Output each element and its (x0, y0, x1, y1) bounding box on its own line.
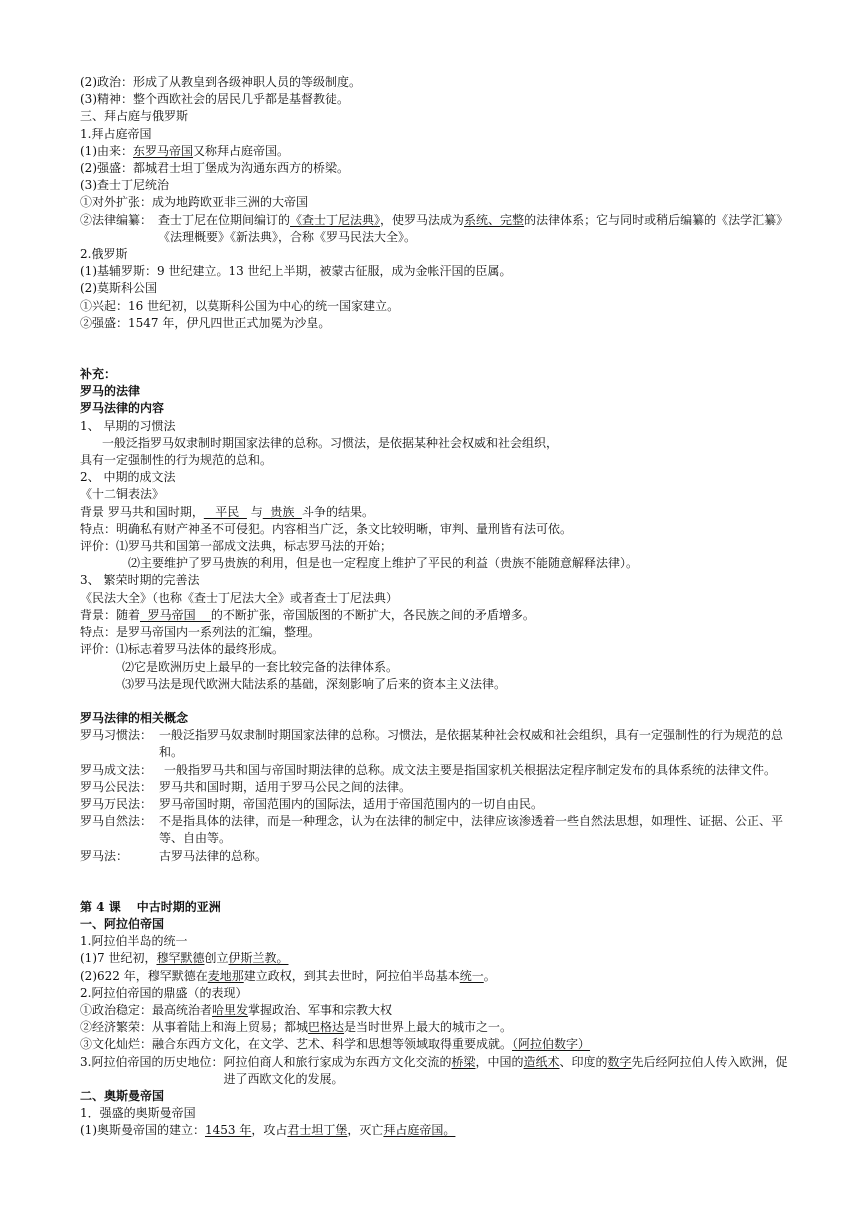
underlined-term: 哈里发 (212, 1002, 249, 1017)
section-heading: 一、阿拉伯帝国 (80, 916, 165, 931)
subsection-heading: 2.俄罗斯 (80, 247, 128, 262)
subsection-heading: 2.阿拉伯帝国的鼎盛（的表现） (80, 985, 248, 1000)
text-span: 与 (246, 504, 263, 519)
text-line (80, 212, 792, 246)
concept-entry (80, 727, 792, 761)
concept-text: 一般指罗马共和国与帝国时期法律的总称。成文法主要是指国家机关根据法定程序制定发布的具体系统的法律文件。 (164, 762, 777, 777)
text-line: (2)莫斯科公国 (80, 281, 157, 296)
concept-label: 罗马公民法： (80, 779, 153, 794)
text-line (80, 607, 792, 624)
underlined-term: 系统、完整 (464, 212, 525, 227)
text-line (80, 1122, 792, 1139)
underlined-term: 东罗马帝国 (133, 143, 194, 158)
text-span: ，使罗马法成为 (380, 212, 465, 227)
text-span: 的不断扩张，帝国版图的不断扩大，各民族之间的矛盾增多。 (210, 607, 535, 622)
text-line: 特点：是罗马帝国内一系列法的汇编，整理。 (80, 625, 321, 640)
text-span: 先后经阿拉伯人传入欧洲，促进了西欧文化的发展。 (223, 1054, 788, 1086)
text-span: 是当时世界上最大的城市之一。 (344, 1020, 513, 1035)
text-line (80, 950, 792, 967)
text-line (80, 143, 792, 160)
text-span: (2)622 年，穆罕默德在 (80, 968, 208, 983)
section-heading: 三、拜占庭与俄罗斯 (80, 109, 189, 124)
concept-text: 一般泛指罗马奴隶制时期国家法律的总称。习惯法，是依据某种社会权威和社会组织，具有一定强制性的行为规范的总和。 (159, 728, 784, 760)
concept-label: 罗马万民法： (80, 796, 153, 811)
text-span: 查士丁尼在位期间编订的 (158, 212, 291, 227)
section-heading: 罗马的法律 (80, 384, 141, 399)
underlined-term: 穆罕默德 (156, 951, 205, 966)
text-line: ⑶罗马法是现代欧洲大陆法系的基础，深刻影响了后来的资本主义法律。 (122, 676, 507, 691)
text-line: 《民法大全》（也称《查士丁尼法大全》或者查士丁尼法典） (80, 590, 399, 605)
underlined-term: 麦地那 (207, 968, 244, 983)
fill-blank: 罗马帝国 (140, 607, 211, 622)
text-line: 评价：⑴标志着罗马法体的最终形成。 (80, 642, 285, 657)
text-line: (2)强盛：都城君士坦丁堡成为沟通东西方的桥梁。 (80, 161, 349, 176)
text-span: 。 (483, 968, 496, 983)
underlined-term: 伊斯兰教。 (228, 951, 289, 966)
underlined-term: 造纸术 (523, 1054, 560, 1069)
concept-entry (80, 779, 792, 796)
concept-entry (80, 762, 792, 779)
subsection-heading: 1．强盛的奥斯曼帝国 (80, 1106, 196, 1121)
text-line: (2)政治：形成了从教皇到各级神职人员的等级制度。 (80, 75, 362, 89)
section-heading: 罗马法律的内容 (80, 401, 165, 416)
line-label: ②法律编纂： (80, 212, 153, 227)
text-line: (1)基辅罗斯：9 世纪建立。13 世纪上半期，被蒙古征服，成为金帐汗国的臣属。 (80, 264, 512, 279)
concept-entry (80, 848, 792, 865)
document-page (80, 74, 792, 1140)
fill-blank: 平民 (203, 504, 247, 519)
underlined-term: 1453 年 (205, 1123, 252, 1138)
text-line: ①兴起：16 世纪初，以莫斯科公国为中心的统一国家建立。 (80, 298, 400, 313)
text-span: ，中国的 (475, 1054, 524, 1069)
underlined-term: 巴格达 (308, 1020, 345, 1035)
text-span: (1)奥斯曼帝国的建立： (80, 1123, 205, 1138)
concept-text: 罗马共和国时期，适用于罗马公民之间的法律。 (159, 779, 412, 794)
text-line (80, 1036, 792, 1053)
supplement-heading: 补充： (80, 367, 117, 382)
text-span: 背景：随着 (80, 607, 141, 622)
text-line (80, 1019, 792, 1036)
text-line: 1、 早期的习惯法 (80, 418, 176, 433)
underlined-term: 《查士丁尼法典》 (290, 212, 381, 227)
section-heading: 罗马法律的相关概念 (80, 710, 189, 725)
concept-entry (80, 796, 792, 813)
lesson-title (80, 899, 792, 916)
text-span: ①政治稳定：最高统治者 (80, 1002, 213, 1017)
fill-blank: 贵族 (262, 504, 302, 519)
text-span: (1)7 世纪初， (80, 951, 157, 966)
lesson-number: 第 4 课 (80, 899, 121, 914)
text-span: 、印度的 (559, 1054, 608, 1069)
text-span: 创立 (204, 951, 229, 966)
text-span: 斗争的结果。 (302, 504, 375, 519)
text-span: 又称拜占庭帝国。 (193, 143, 290, 158)
text-span: ，灭亡 (347, 1123, 384, 1138)
underlined-term: 君士坦丁堡 (287, 1123, 348, 1138)
underlined-term: （阿拉伯数字） (512, 1037, 591, 1052)
text-line: ⑵它是欧洲历史上最早的一套比较完备的法律体系。 (122, 659, 399, 674)
text-span: ②经济繁荣：从事着陆上和海上贸易；都城 (80, 1020, 309, 1035)
text-line: 特点：明确私有财产神圣不可侵犯。内容相当广泛，条文比较明晰，审判、量刑皆有法可依。 (80, 521, 573, 536)
line-label: 3.阿拉伯帝国的历史地位： (80, 1054, 224, 1069)
text-line: 具有一定强制性的行为规范的总和。 (80, 453, 273, 468)
text-line (80, 1002, 792, 1019)
lesson-name: 中古时期的亚洲 (136, 899, 221, 914)
underlined-term: 数字 (607, 1054, 632, 1069)
text-line: (3)精神：整个西欧社会的居民几乎都是基督教徒。 (80, 92, 349, 107)
text-span: 背景 罗马共和国时期， (80, 504, 204, 519)
subsection-heading: 1.拜占庭帝国 (80, 126, 152, 141)
text-span: 阿拉伯商人和旅行家成为东西方文化交流的 (223, 1054, 452, 1069)
underlined-term: 统一 (459, 968, 484, 983)
concept-text: 不是指具体的法律，而是一种理念，认为在法律的制定中，法律应该渗透着一些自然法思想，如理性、证据、公正、平等、自由等。 (159, 814, 784, 846)
concept-text: 罗马帝国时期，帝国范围内的国际法，适用于帝国范围内的一切自由民。 (159, 796, 544, 811)
text-line (80, 968, 792, 985)
text-span: ③文化灿烂：融合东西方文化，在文学、艺术、科学和思想等领域取得重要成就。 (80, 1037, 513, 1052)
concept-label: 罗马自然法： (80, 814, 153, 829)
underlined-term: 拜占庭帝国。 (383, 1123, 456, 1138)
concept-label: 罗马法： (80, 848, 129, 863)
line-text (158, 212, 792, 246)
text-span: 掌握政治、军事和宗教大权 (248, 1002, 393, 1017)
subsection-heading: 1.阿拉伯半岛的统一 (80, 934, 188, 949)
text-span: 建立政权，到其去世时，阿拉伯半岛基本 (243, 968, 460, 983)
text-span: ，攻占 (251, 1123, 288, 1138)
line-text (223, 1054, 792, 1088)
concept-label: 罗马成文法： (80, 762, 153, 777)
text-line: 2、 中期的成文法 (80, 470, 176, 485)
text-line (80, 1054, 792, 1088)
text-line (80, 504, 792, 521)
text-span: (1)由来： (80, 143, 133, 158)
section-heading: 二、奥斯曼帝国 (80, 1088, 165, 1103)
text-line: 3、 繁荣时期的完善法 (80, 573, 200, 588)
text-line: (3)查士丁尼统治 (80, 178, 169, 193)
concept-entry (80, 813, 792, 847)
text-span: 的法律体系；它与同时或稍后编纂的《法学汇纂》《法理概要》《新法典》，合称《罗马民法大全》。 (158, 212, 789, 244)
text-line: 评价：⑴罗马共和国第一部成文法典，标志罗马法的开始； (80, 539, 393, 554)
text-line: ②强盛：1547 年，伊凡四世正式加冕为沙皇。 (80, 315, 331, 330)
text-line: ①对外扩张：成为地跨欧亚非三洲的大帝国 (80, 195, 309, 210)
concept-label: 罗马习惯法： (80, 728, 153, 743)
text-line: 《十二铜表法》 (80, 487, 165, 502)
text-line: 一般泛指罗马奴隶制时期国家法律的总称。习惯法，是依据某种社会权威和社会组织， (102, 435, 559, 450)
text-line: ⑵主要维护了罗马贵族的利用，但是也一定程度上维护了平民的利益（贵族不能随意解释法律）。 (128, 556, 639, 571)
concept-text: 古罗马法律的总称。 (159, 848, 268, 863)
underlined-term: 桥梁 (451, 1054, 476, 1069)
